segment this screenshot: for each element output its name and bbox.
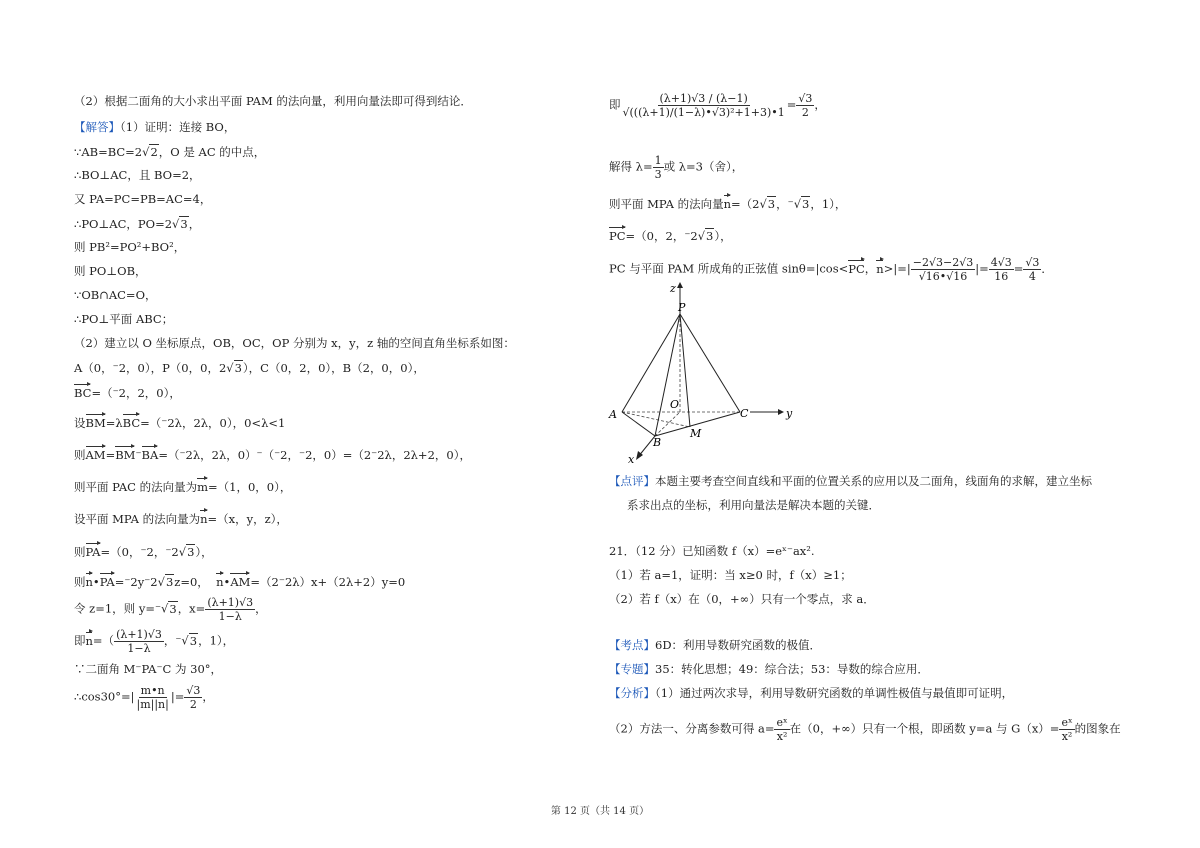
text-line: 即 $\frac{(\lambda+1)√3 / (\lambda-1)}{\text{√(((λ+1)/(1−λ)•√3)²+1+3)•1}}$ = $\frac{√3}{2}$ ， xyxy=(609,92,826,119)
fraction: $\frac{-2√3-2√3}{√16•√16}$ xyxy=(912,256,974,283)
text-line: 设BM=λBC=（⁻2λ，2λ，0），0<λ<1 xyxy=(74,416,286,430)
fraction: $\frac{√3}{2}$ xyxy=(798,92,813,119)
text-line: 则PA=（0，⁻2，⁻2√3）， xyxy=(74,545,213,559)
text-line: 【分析】（1）通过两次求导，利用导数研究函数的单调性极值与最值即可证明， xyxy=(609,686,1014,700)
text-line: BC=（⁻2，2，0）， xyxy=(74,386,181,400)
fraction: $\frac{(\lambda+1)√3 / (\lambda-1)}{\text{√(((λ+1)/(1−λ)•√3)²+1+3)•1}}$ xyxy=(622,92,785,119)
text-line: ∴cos30°=| $\frac{m•n}{|m||n|}$ |= $\frac{√3}{2}$ ， xyxy=(74,684,214,711)
text-line: PC=（0，2，⁻2√3）， xyxy=(609,229,732,243)
fraction: $\frac{(\lambda+1)√3}{1-\lambda}$ xyxy=(207,596,254,623)
fraction: $\frac{(\lambda+1)√3}{1-\lambda}$ xyxy=(116,628,162,655)
edge-PC xyxy=(680,314,740,412)
text-line: 令 z=1，则 y=⁻√3，x= $\frac{(\lambda+1)√3}{1-\lambda}$ ， xyxy=(74,596,267,623)
text-line: A（0，⁻2，0），P（0，0，2√3），C（0，2，0），B（2，0，0）， xyxy=(74,361,425,375)
fraction: $\frac{1}{3}$ xyxy=(654,154,662,181)
label-P: P xyxy=(678,301,686,314)
edge-PM xyxy=(680,314,690,427)
z-axis-arrow xyxy=(677,282,683,288)
label-B: B xyxy=(653,436,662,449)
text-line: 则 PB²=PO²+BO²， xyxy=(74,240,186,254)
text-line: ∵AB=BC=2√2，O 是 AC 的中点， xyxy=(74,145,266,159)
fraction: $\frac{\text{eˣ}}{\text{x²}}$ xyxy=(1061,716,1073,743)
label-M: M xyxy=(690,427,702,440)
text-line: 设平面 MPA 的法向量为n=（x，y，z）， xyxy=(74,512,288,526)
text-line: 则AM=BM⁻BA=（⁻2λ，2λ，0）⁻（⁻2，⁻2，0）=（2⁻2λ，2λ+2，0）， xyxy=(74,448,471,462)
page-footer: 第 12 页（共 14 页） xyxy=(550,806,650,817)
text-line: （2）若 f（x）在（0，+∞）只有一个零点，求 a． xyxy=(609,592,875,606)
text-line: ∴PO⊥平面 ABC； xyxy=(74,312,174,326)
label-C: C xyxy=(740,407,749,420)
text-line: 即n=（ $\frac{(\lambda+1)√3}{1-\lambda}$ ，⁻√3，1）， xyxy=(74,628,235,655)
label-O: O xyxy=(670,398,680,411)
fraction: $\frac{\text{eˣ}}{\text{x²}}$ xyxy=(776,716,788,743)
text-line: 则 PO⊥OB， xyxy=(74,264,147,278)
text-line: 21．（12 分）已知函数 f（x）=eˣ⁻ax². xyxy=(609,544,815,558)
text-line: （2）建立以 O 坐标原点，OB，OC，OP 分别为 x，y，z 轴的空间直角坐标系如图： xyxy=(74,336,515,350)
text-line: （1）若 a=1，证明：当 x≥0 时，f（x）≥1； xyxy=(609,568,852,582)
label-x: x xyxy=(628,453,635,466)
text-line: 则平面 PAC 的法向量为m=（1，0，0）， xyxy=(74,480,292,494)
text-line: ∵二面角 M⁻PA⁻C 为 30°， xyxy=(74,662,223,676)
text-line: 【考点】6D：利用导数研究函数的极值． xyxy=(609,638,822,652)
text-line: PC 与平面 PAM 所成角的正弦值 sinθ=|cos<PC，n>|=| $\frac{-2√3-2√3}{√16•√16}$ |= $\frac{4√3}{16}$ = $\frac{√3}{4}$ ． xyxy=(609,256,1053,283)
text-line: （2）方法一、分离参数可得 a= $\frac{\text{eˣ}}{\text{x²}}$ 在（0，+∞）只有一个根，即函数 y=a 与 G（x）= $\frac{\text{eˣ}}{\text{x²}}$ 的图象在 xyxy=(609,716,1121,743)
text-line: ∵OB∩AC=O， xyxy=(74,288,157,302)
label-y: y xyxy=(786,407,793,420)
text-line: 【解答】（1）证明：连接 BO， xyxy=(74,120,236,134)
zhuanti-tag: 【专题】 xyxy=(609,662,655,676)
y-axis-arrow xyxy=(778,409,784,415)
label-A: A xyxy=(609,408,617,421)
text-line: ∴PO⊥AC，PO=2√3， xyxy=(74,217,201,231)
text-line: 系求出点的坐标，利用向量法是解决本题的关键． xyxy=(627,498,880,512)
kaodian-tag: 【考点】 xyxy=(609,638,655,652)
text-line: （2）根据二面角的大小求出平面 PAM 的法向量，利用向量法即可得到结论． xyxy=(74,94,472,108)
label-z: z xyxy=(670,282,676,295)
text-line: ∴BO⊥AC，且 BO=2， xyxy=(74,168,201,182)
text-line: 则n•PA=⁻2y⁻2√3z=0， n•AM=（2⁻2λ）x+（2λ+2）y=0 xyxy=(74,575,406,589)
pyramid-figure xyxy=(600,280,820,470)
text-line: 【点评】本题主要考查空间直线和平面的位置关系的应用以及二面角，线面角的求解，建立坐标 xyxy=(609,474,1092,488)
text-line: 又 PA=PC=PB=AC=4， xyxy=(74,192,212,206)
edge-PB xyxy=(655,314,680,436)
text-line: 【专题】35：转化思想；49：综合法；53：导数的综合应用． xyxy=(609,662,929,676)
solution-tag: 【解答】 xyxy=(74,120,120,134)
fraction: $\frac{√3}{4}$ xyxy=(1025,256,1040,283)
text-line: 则平面 MPA 的法向量n=（2√3，⁻√3，1）， xyxy=(609,197,847,211)
analysis-tag: 【分析】 xyxy=(609,686,655,700)
fraction: $\frac{m•n}{|m||n|}$ xyxy=(136,684,169,711)
fraction: $\frac{√3}{2}$ xyxy=(186,684,201,711)
text-line: 解得 λ= $\frac{1}{3}$ 或 λ=3（舍）， xyxy=(609,154,744,181)
fraction: $\frac{4√3}{16}$ xyxy=(990,256,1012,283)
comment-tag: 【点评】 xyxy=(609,474,655,488)
